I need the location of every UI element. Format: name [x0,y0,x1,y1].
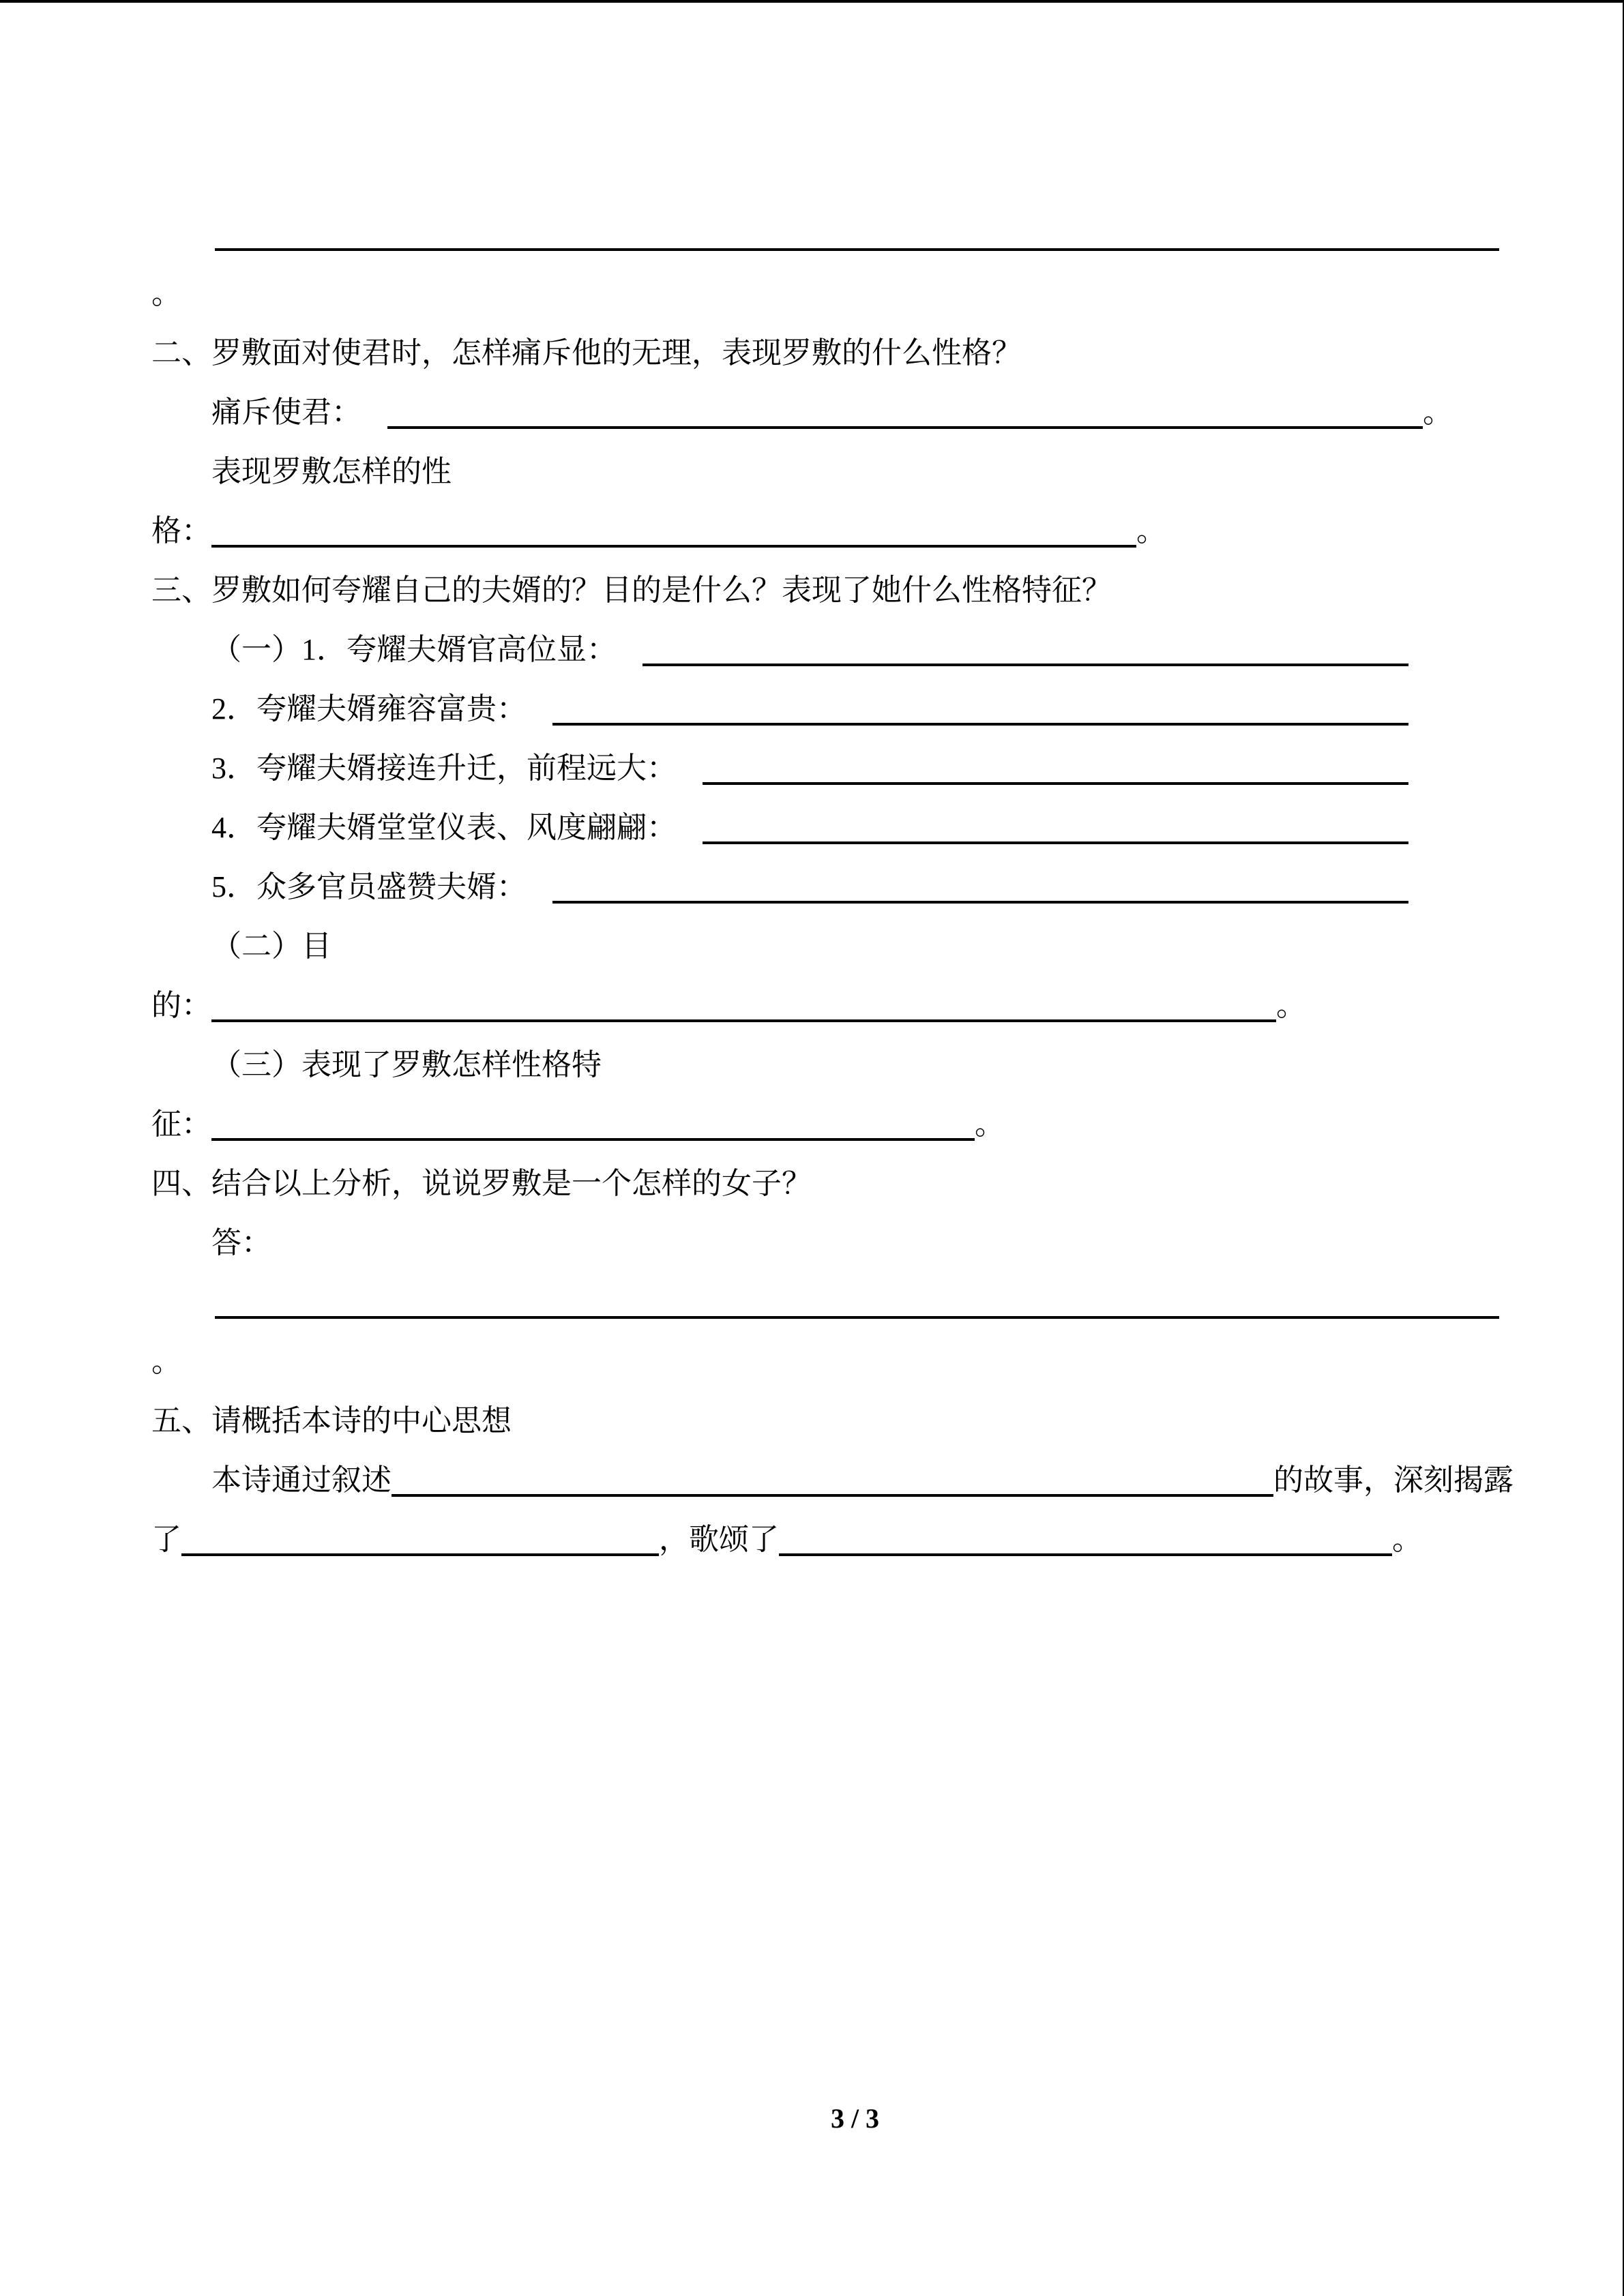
q5-line1-row [211,1450,1514,1510]
q4-answer-label-row [211,1213,1559,1272]
q2-blank1-label: 痛斥使君： [211,396,361,429]
q2-heading [151,323,1559,383]
q4-period-row [151,1332,1559,1391]
q3-item-label: 3．夸耀夫婿接连升迁，前程远大： [211,751,677,785]
q3-part3-line1-row [211,1035,1559,1094]
period-mark: 。 [151,1345,181,1378]
answer-blank-underline [779,1553,1392,1556]
q3-part2-line1-row [211,916,1559,976]
q3-part3-label: 征： [151,1107,211,1141]
period-mark: 。 [975,1107,1005,1141]
q2-line3-label: 格： [151,514,211,548]
q5-line1-prefix: 本诗通过叙述 [211,1463,392,1497]
answer-blank-underline [552,723,1408,726]
answer-blank-underline [211,1019,1276,1022]
q3-heading [151,561,1559,620]
answer-blank-underline [211,1138,975,1141]
q3-item-row [211,739,1408,798]
q5-heading-text: 五、请概括本诗的中心思想 [151,1404,512,1437]
q5-heading [151,1391,1559,1450]
top-edge-line [0,0,1624,3]
q5-line2-row [151,1510,1422,1569]
q3-item-row [211,857,1408,916]
q5-line2-middle: ，歌颂了 [659,1523,779,1556]
period-mark: 。 [1392,1523,1422,1556]
q4-answer-label: 答： [211,1226,271,1259]
q3-item-row [211,679,1408,739]
period-mark: 。 [1136,514,1166,548]
q3-heading-text: 三、罗敷如何夸耀自己的夫婿的？目的是什么？表现了她什么性格特征？ [151,573,1112,607]
q3-part3-text: （三）表现了罗敷怎样性格特 [211,1048,602,1082]
q3-part2-text: （二）目 [211,929,331,963]
answer-blank-underline [552,901,1408,904]
answer-blank-underline [643,664,1408,666]
q5-line2-prefix: 了 [151,1523,181,1556]
answer-blank-underline [703,841,1408,844]
q3-part2-line2-row [151,976,1306,1035]
answer-blank-underline [215,1316,1499,1319]
q3-item-label: 4．夸耀夫婿堂堂仪表、风度翩翩： [211,811,677,844]
q2-blank1-row [211,383,1453,442]
q2-heading-text: 二、罗敷面对使君时，怎样痛斥他的无理，表现罗敷的什么性格？ [151,336,1022,370]
q3-part2-label: 的： [151,989,211,1022]
q2-line3-row [151,501,1166,561]
period-mark: 。 [151,277,181,310]
q2-line2-text: 表现罗敷怎样的性 [211,455,452,488]
q4-heading-text: 四、结合以上分析，说说罗敷是一个怎样的女子？ [151,1167,812,1200]
q4-blank-row [151,1272,1559,1332]
q3-item-row [211,620,1408,679]
q3-item-label: （一）1．夸耀夫婿官高位显： [211,633,617,666]
answer-blank-underline [387,426,1423,429]
q3-item-label: 5．众多官员盛赞夫婿： [211,870,527,904]
q3-item-row [211,798,1408,857]
page-number: 3 / 3 [830,2103,880,2134]
q4-heading [151,1154,1559,1213]
q3-part3-line2-row [151,1094,1005,1154]
continuation-blank-row [151,205,1559,264]
period-mark: 。 [1423,396,1453,429]
answer-blank-underline [215,248,1499,251]
q3-item-label: 2．夸耀夫婿雍容富贵： [211,692,527,726]
q2-line2-row [211,442,1559,501]
continuation-period-row [151,264,1559,323]
q5-line1-suffix: 的故事，深刻揭露 [1273,1463,1514,1497]
answer-blank-underline [181,1553,659,1556]
answer-blank-underline [392,1494,1273,1497]
period-mark: 。 [1276,989,1306,1022]
answer-blank-underline [211,545,1136,548]
answer-blank-underline [703,782,1408,785]
